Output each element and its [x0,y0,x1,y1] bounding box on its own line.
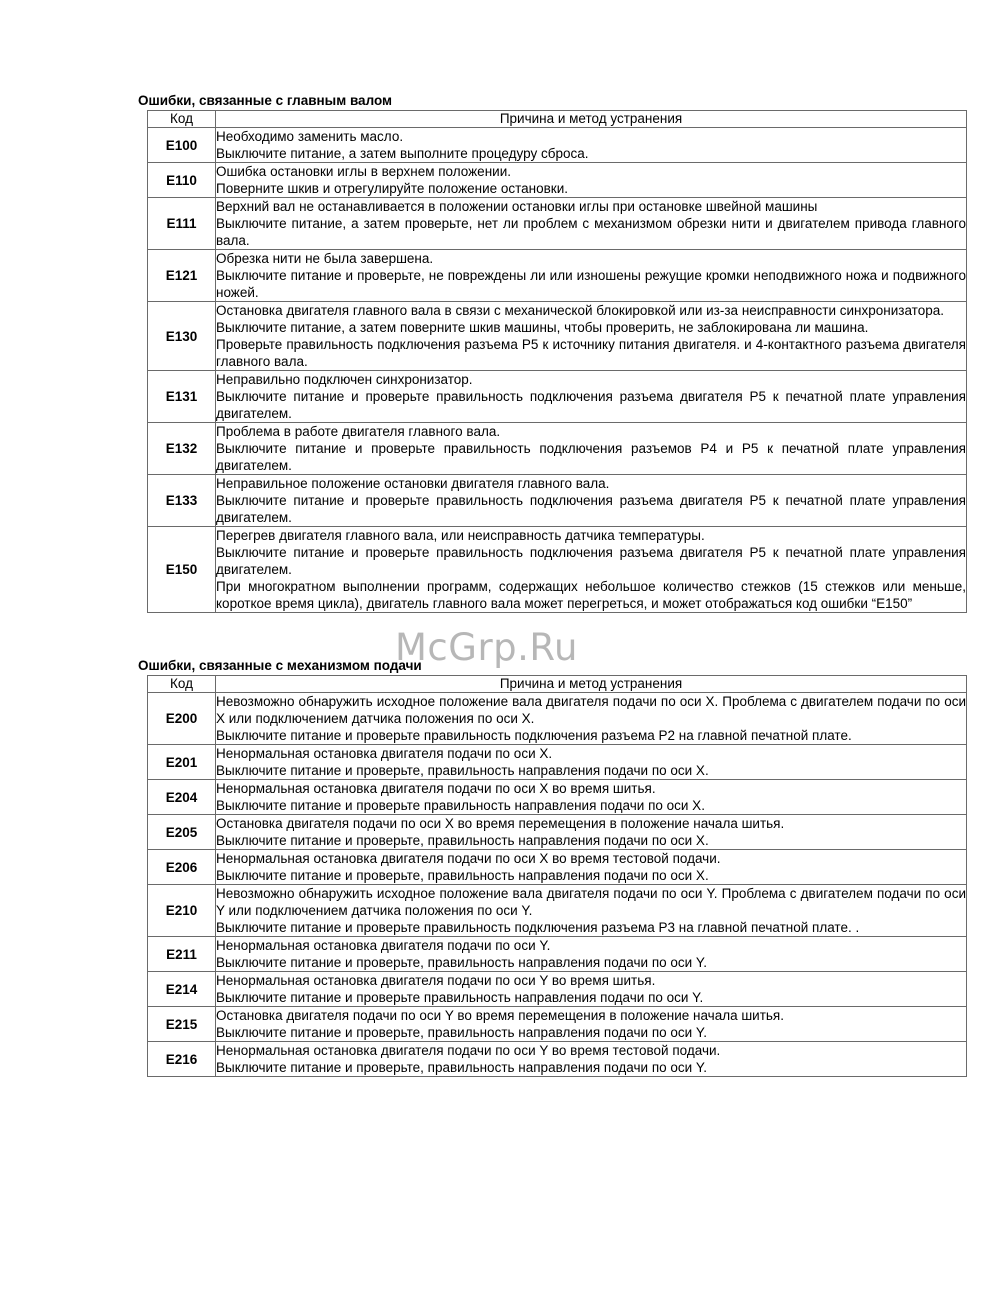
description-line: Выключите питание и проверьте правильность подключения разъема двигателя P5 к печатной плате управления двигателем. [216,545,966,577]
table-row [148,745,967,780]
description-line: Выключите питание и проверьте правильность подключения разъема P2 на главной печатной плате. [216,728,852,743]
header-code: Код [148,676,216,693]
error-description [216,937,967,972]
error-description [216,527,967,613]
description-line: Проблема в работе двигателя главного вала. [216,424,501,439]
error-description [216,815,967,850]
main-shaft-errors-table [147,110,967,613]
table-row [148,163,967,198]
description-line: Выключите питание и проверьте правильность подключения разъема двигателя P5 к печатной плате управления двигателем. [216,389,966,421]
description-line: Выключите питание и проверьте, правильность направления подачи по оси Y. [216,1060,707,1075]
header-reason: Причина и метод устранения [216,111,967,128]
feed-errors-table [147,675,967,1077]
error-code: E111 [148,198,216,250]
description-line: Выключите питание и проверьте правильность направления подачи по оси Y. [216,990,704,1005]
description-line: Перегрев двигателя главного вала, или неисправность датчика температуры. [216,528,705,543]
description-line: Выключите питание и проверьте, правильность направления подачи по оси X. [216,763,709,778]
error-description [216,250,967,302]
table-row [148,250,967,302]
description-line: Поверните шкив и отрегулируйте положение остановки. [216,181,569,196]
table-row [148,850,967,885]
description-line: Выключите питание и проверьте, правильность направления подачи по оси X. [216,833,709,848]
error-code: E215 [148,1007,216,1042]
table-row [148,475,967,527]
error-code: E211 [148,937,216,972]
error-description [216,1007,967,1042]
description-line: Неправильное положение остановки двигателя главного вала. [216,476,610,491]
description-line: Выключите питание и проверьте, не повреждены ли или изношены режущие кромки неподвижного ножа и подвижного ножей. [216,268,966,300]
error-code: E133 [148,475,216,527]
main-shaft-errors-body [148,128,967,613]
description-line: Выключите питание, а затем поверните шкив машины, чтобы проверить, не заблокирована ли машина. [216,320,869,335]
error-code: E201 [148,745,216,780]
description-line: Ненормальная остановка двигателя подачи по оси Y во время тестовой подачи. [216,1043,721,1058]
description-line: Неправильно подключен синхронизатор. [216,372,473,387]
error-code: E204 [148,780,216,815]
description-line: Проверьте правильность подключения разъема P5 к источнику питания двигателя. и 4-контактного разъема двигателя главного вала. [216,337,966,369]
description-line: Выключите питание и проверьте правильность подключения разъема P3 на главной печатной плате. . [216,920,860,935]
error-code: E131 [148,371,216,423]
error-code: E210 [148,885,216,937]
table-row [148,885,967,937]
error-description [216,371,967,423]
description-line: Верхний вал не останавливается в положении остановки иглы при остановке швейной машины [216,199,818,214]
table-header-row [148,111,967,128]
table-row [148,128,967,163]
error-description [216,745,967,780]
error-code: E206 [148,850,216,885]
table-row [148,371,967,423]
table-row [148,693,967,745]
header-reason: Причина и метод устранения [216,676,967,693]
table-row [148,302,967,371]
error-code: E214 [148,972,216,1007]
error-description [216,128,967,163]
description-line: Выключите питание и проверьте правильность подключения разъема двигателя P5 к печатной плате управления двигателем. [216,493,966,525]
error-description [216,475,967,527]
description-line: Выключите питание и проверьте, правильность направления подачи по оси Y. [216,955,707,970]
table-row [148,780,967,815]
error-code: E132 [148,423,216,475]
description-line: Выключите питание и проверьте, правильность направления подачи по оси X. [216,868,709,883]
description-line: Ненормальная остановка двигателя подачи по оси X. [216,746,553,761]
error-code: E200 [148,693,216,745]
error-code: E205 [148,815,216,850]
description-line: Выключите питание и проверьте правильность направления подачи по оси X. [216,798,705,813]
table-row [148,1007,967,1042]
table-row [148,972,967,1007]
table-row [148,527,967,613]
description-line: Ненормальная остановка двигателя подачи по оси X во время тестовой подачи. [216,851,721,866]
error-description [216,423,967,475]
error-code: E216 [148,1042,216,1077]
description-line: Остановка двигателя подачи по оси Y во время перемещения в положение начала шитья. [216,1008,784,1023]
description-line: Выключите питание, а затем выполните процедуру сброса. [216,146,589,161]
description-line: При многократном выполнении программ, содержащих небольшое количество стежков (15 стежков или меньше, короткое время цикла), двигатель главного вала может перегреться, и может отображаться код ошибки “E150” [216,579,966,611]
table-row [148,937,967,972]
error-code: E130 [148,302,216,371]
table-row [148,198,967,250]
watermark: McGrp.Ru [395,626,578,669]
error-description [216,780,967,815]
error-description [216,885,967,937]
description-line: Остановка двигателя подачи по оси X во время перемещения в положение начала шитья. [216,816,785,831]
error-code: E121 [148,250,216,302]
error-code: E150 [148,527,216,613]
description-line: Необходимо заменить масло. [216,129,404,144]
error-description [216,198,967,250]
table-row [148,1042,967,1077]
feed-errors-body [148,693,967,1077]
description-line: Ненормальная остановка двигателя подачи по оси X во время шитья. [216,781,656,796]
header-code: Код [148,111,216,128]
error-description [216,1042,967,1077]
error-description [216,972,967,1007]
table-header-row [148,676,967,693]
error-description [216,850,967,885]
description-line: Невозможно обнаружить исходное положение вала двигателя подачи по оси Y. Проблема с двигателем подачи по оси Y или подключением датчика положения по оси Y. [216,886,966,918]
table-row [148,815,967,850]
description-line: Выключите питание и проверьте правильность подключения разъемов P4 и P5 к печатной плате управления двигателем. [216,441,966,473]
description-line: Остановка двигателя главного вала в связи с механической блокировкой или из-за неисправности синхронизатора. [216,303,944,318]
description-line: Выключите питание и проверьте, правильность направления подачи по оси Y. [216,1025,707,1040]
error-description [216,163,967,198]
description-line: Ненормальная остановка двигателя подачи по оси Y. [216,938,551,953]
description-line: Выключите питание, а затем проверьте, нет ли проблем с механизмом обрезки нити и двигателем привода главного вала. [216,216,966,248]
error-description [216,302,967,371]
table-row [148,423,967,475]
section-title-feed-mechanism: Ошибки, связанные с механизмом подачи [138,658,422,673]
description-line: Ненормальная остановка двигателя подачи по оси Y во время шитья. [216,973,656,988]
error-description [216,693,967,745]
error-code: E110 [148,163,216,198]
description-line: Невозможно обнаружить исходное положение вала двигателя подачи по оси X. Проблема с двигателем подачи по оси X или подключением датчика положения по оси X. [216,694,966,726]
description-line: Обрезка нити не была завершена. [216,251,434,266]
description-line: Ошибка остановки иглы в верхнем положении. [216,164,511,179]
section-title-main-shaft: Ошибки, связанные с главным валом [138,93,393,108]
error-code: E100 [148,128,216,163]
